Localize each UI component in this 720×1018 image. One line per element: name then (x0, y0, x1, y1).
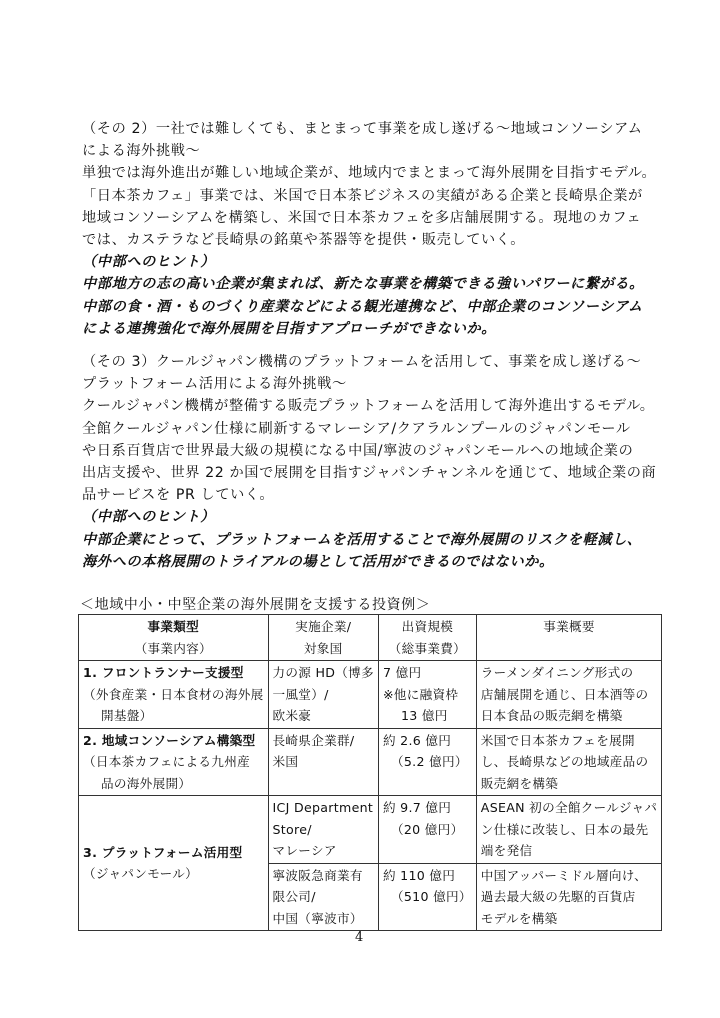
summary-line: ASEAN 初の全館クールジャパ (480, 800, 658, 815)
investment-line: ※他に融資枠 (382, 686, 459, 702)
investment-line: 約 110 億円 (382, 867, 456, 883)
company-line: マレーシア (272, 843, 337, 858)
header-line: 事業類型 (147, 619, 200, 634)
table-caption: ＜地域中小・中堅企業の海外展開を支援する投資例＞ (80, 597, 431, 613)
cell-summary (476, 728, 662, 796)
section-3-body-line: や日系百貨店で世界最大級の規模になる中国/寧波のジャパンモールへの地域企業の (82, 442, 634, 459)
company-line: 中国（寧波市） (272, 910, 363, 926)
section-2-body-line: では、カステラなど長崎県の銘菓や茶器等を提供・販売していく。 (82, 232, 526, 249)
table-row (79, 661, 662, 729)
section-2-title-line: （その 2）一社では難しくても、まとまって事業を成し遂げる～地域コンソーシアム (82, 121, 643, 137)
header-summary (476, 615, 662, 661)
section-3-title-line: （その 3）クールジャパン機構のプラットフォームを活用して、事業を成し遂げる～ (82, 354, 642, 370)
summary-line: 過去最大級の先駆的百貨店 (480, 889, 636, 904)
cell-company (268, 796, 378, 864)
investment-line: （510 億円） (390, 889, 472, 904)
section-2-body-line: 単独では海外進出が難しい地域企業が、地域内でまとまって海外展開を目指すモデル。 (82, 165, 657, 182)
company-line: 一風堂）/ (272, 686, 329, 702)
page-number: 4 (355, 930, 364, 945)
cell-business-type (79, 796, 269, 931)
cell-company (268, 728, 378, 796)
section-3-body-line: 出店支援や、世界 22 か国で展開を目指すジャパンチャンネルを通じて、地域企業の商 (82, 465, 657, 482)
section-2 (82, 118, 657, 340)
header-line: 事業概要 (543, 619, 595, 634)
section-2-body-line: 「日本茶カフェ」事業では、米国で日本茶ビジネスの実績がある企業と長崎県企業が (82, 187, 643, 204)
summary-line: 販売網を構築 (480, 775, 559, 791)
company-line: 欧米豪 (272, 708, 312, 723)
cell-investment (378, 728, 476, 796)
summary-line: し、長崎県などの地域産品の (480, 754, 649, 769)
summary-line: 端を発信 (480, 843, 533, 858)
investment-line: （20 億円） (390, 821, 464, 837)
investment-table (78, 614, 662, 931)
header-company (268, 615, 378, 661)
summary-line: ラーメンダイニング形式の (480, 665, 634, 680)
table-row (79, 796, 662, 864)
cell-company (268, 661, 378, 729)
company-line: 長崎県企業群/ (272, 732, 355, 748)
cell-business-type (79, 728, 269, 796)
cell-investment (378, 863, 476, 931)
header-line: 出資規模 (401, 619, 454, 634)
investment-line: 7 億円 (382, 665, 422, 680)
section-2-hint-heading: （中部へのヒント） (82, 254, 216, 271)
section-2-body-line: 地域コンソーシアムを構築し、米国で日本茶カフェを多店舗展開する。現地のカフェ (82, 209, 642, 226)
section-3-hint-heading: （中部へのヒント） (82, 509, 216, 526)
header-line: （総事業費） (388, 640, 467, 656)
business-type-name: 3. プラットフォーム活用型 (83, 844, 243, 860)
section-2-hint-line: による連携強化で海外展開を目指すアプローチができないか。 (82, 320, 497, 337)
section-3-hint-line: 海外への本格展開のトライアルの場として活用ができるのではないか。 (82, 553, 554, 570)
company-line: Store/ (272, 821, 312, 837)
section-3-title-line: プラットフォーム活用による海外挑戦～ (82, 376, 347, 393)
section-3 (82, 351, 657, 573)
cell-investment (378, 796, 476, 864)
company-line: 限公司/ (272, 889, 316, 904)
company-line: 力の源 HD（博多 (272, 665, 374, 680)
header-business-type (79, 615, 269, 661)
business-type-detail: （日本茶カフェによる九州産 (83, 754, 250, 769)
table-header-row (79, 615, 662, 661)
business-type-detail: （ジャパンモール） (83, 866, 199, 881)
summary-line: 中国アッパーミドル層向け、 (480, 867, 648, 883)
header-line: （事業内容） (134, 640, 212, 656)
section-3-hint-line: 中部企業にとって、プラットフォームを活用することで海外展開のリスクを軽減し、 (82, 531, 642, 548)
business-type-detail: （外食産業・日本食材の海外展 (83, 686, 264, 702)
investment-line: （5.2 億円） (390, 754, 468, 769)
investment-line: 約 9.7 億円 (382, 800, 452, 815)
company-line: ICJ Department (272, 800, 374, 815)
investment-line: 13 億円 (400, 708, 448, 723)
business-type-name: 2. 地域コンソーシアム構築型 (83, 732, 256, 748)
business-type-name: 1. フロントランナー支援型 (83, 665, 244, 680)
summary-line: 米国で日本茶カフェを展開 (480, 732, 635, 748)
cell-investment (378, 661, 476, 729)
business-type-detail: 開基盤） (101, 708, 153, 723)
cell-summary (476, 661, 662, 729)
section-2-title-line: による海外挑戦～ (82, 143, 201, 160)
header-line: 対象国 (303, 640, 343, 656)
table-row (79, 728, 662, 796)
cell-summary (476, 863, 662, 931)
header-investment (378, 615, 476, 661)
section-2-hint-line: 中部の食・酒・ものづくり産業などによる観光連携など、中部企業のコンソーシアム (82, 298, 643, 315)
summary-line: 日本食品の販売網を構築 (480, 708, 623, 723)
company-line: 米国 (272, 754, 299, 769)
section-3-body-line: 品サービスを PR していく。 (82, 487, 275, 504)
business-type-detail: 品の海外展開） (101, 775, 192, 791)
summary-line: ン仕様に改装し、日本の最先 (480, 821, 649, 837)
header-line: 実施企業/ (295, 619, 352, 634)
investment-line: 約 2.6 億円 (382, 732, 452, 748)
cell-company (268, 863, 378, 931)
cell-summary (476, 796, 662, 864)
summary-line: 店舗展開を通じ、日本酒等の (480, 686, 649, 702)
cell-business-type (79, 661, 269, 729)
section-2-hint-line: 中部地方の志の高い企業が集まれば、新たな事業を構築できる強いパワーに繋がる。 (82, 276, 644, 293)
section-3-body-line: クールジャパン機構が整備する販売プラットフォームを活用して海外進出するモデル。 (82, 398, 655, 415)
section-3-body-line: 全館クールジャパン仕様に刷新するマレーシア/クアラルンプールのジャパンモール (82, 420, 631, 437)
summary-line: モデルを構築 (480, 910, 558, 926)
company-line: 寧波阪急商業有 (272, 867, 363, 883)
